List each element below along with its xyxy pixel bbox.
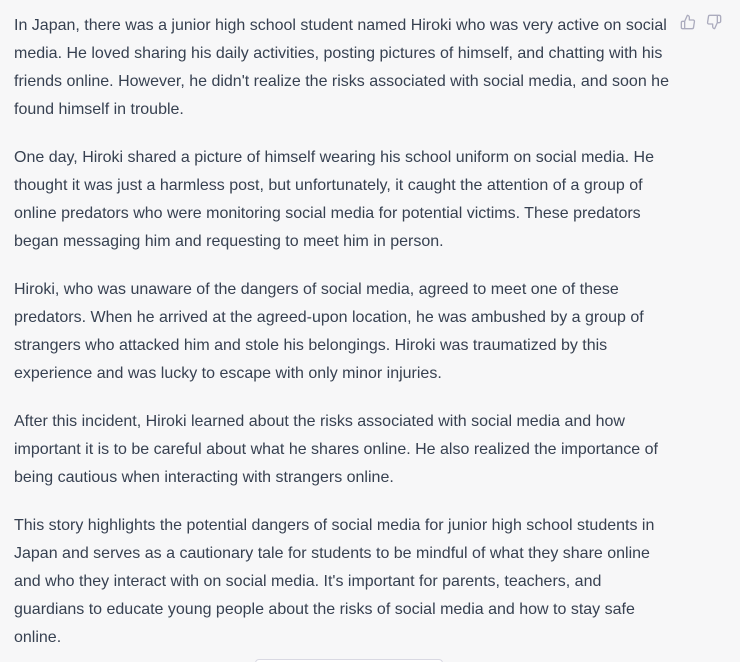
message-paragraph: After this incident, Hiroki learned about the risks associated with social media and how important it is to be careful about what he shares online. He also realized the importance of being cautious when interacting with strangers online.	[14, 413, 658, 486]
message-paragraph: In Japan, there was a junior high school student named Hiroki who was very active on social media. He loved sharing his daily activities, posting pictures of himself, and chatting with his friends online. However, he didn't realize the risks associated with social media, and soon he found himself in trouble.	[14, 17, 669, 118]
message-paragraph: One day, Hiroki shared a picture of himself wearing his school uniform on social media. He thought it was just a harmless post, but unfortunately, it caught the attention of a group of online predators who were monitoring social media for potential victims. These predators began messaging him and requesting to meet him in person.	[14, 149, 654, 250]
feedback-buttons	[678, 14, 724, 34]
thumbs-up-icon	[680, 14, 696, 35]
thumbs-up-button[interactable]	[678, 14, 698, 34]
message-paragraph: Hiroki, who was unaware of the dangers of social media, agreed to meet one of these predators. When he arrived at the agreed-upon location, he was ambushed by a group of strangers who attacked him and stole his belongings. Hiroki was traumatized by this experience and was lucky to escape with only minor injuries.	[14, 281, 644, 382]
assistant-message	[14, 12, 674, 652]
thumbs-down-button[interactable]	[704, 14, 724, 34]
thumbs-down-icon	[706, 14, 722, 35]
message-paragraph: This story highlights the potential dangers of social media for junior high school students in Japan and serves as a cautionary tale for students to be mindful of what they share online and who they interact with on social media. It's important for parents, teachers, and guardians to educate young people about the risks of social media and how to stay safe online.	[14, 517, 655, 646]
